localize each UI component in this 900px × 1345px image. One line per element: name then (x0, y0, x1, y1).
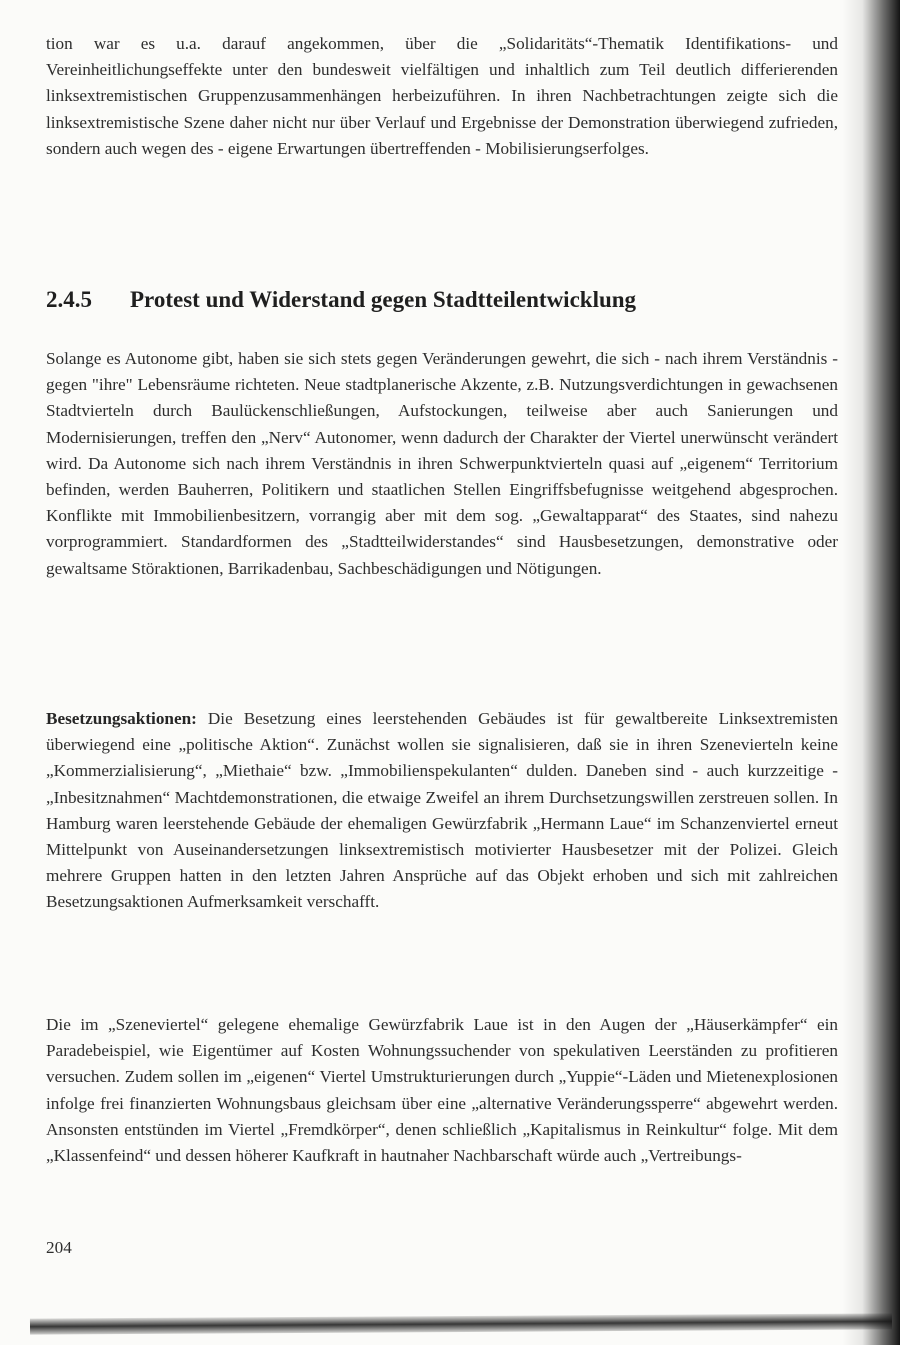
section-heading (46, 287, 838, 313)
paragraph-besetzung (46, 706, 838, 916)
paragraph-besetzung-text: Die Besetzung eines leerstehenden Gebäudes ist für gewaltbereite Linksextremisten überwiegend eine „politische Aktion“. Zunächst wollen sie signalisieren, daß sie in ihren Szenevierteln keine „Kommerzialisierung“, „Miethaie“ bzw. „Immobilienspekulanten“ dulden. Daneben sind - auch kurzzeitige - „Inbesitznahmen“ Machtdemonstrationen, die etwaige Zweifel an ihrem Durchsetzungswillen zerstreuen sollen. In Hamburg waren leerstehende Gebäude der ehemaligen Gewürzfabrik „Hermann Laue“ im Schanzenviertel erneut Mittelpunkt von Auseinandersetzungen linksextremistisch motivierter Hausbesetzer mit der Polizei. Gleich mehrere Gruppen hatten in den letzten Jahren Ansprüche auf das Objekt erhoben und sich mit zahlreichen Besetzungsaktionen Aufmerksamkeit verschafft. (46, 709, 839, 912)
paragraph-stadtteil (46, 346, 838, 582)
paragraph-gewuerzfabrik (46, 1012, 838, 1169)
page-number: 204 (46, 1238, 72, 1257)
paragraph-besetzung-label: Besetzungsaktionen: (46, 709, 197, 728)
paragraph-gewuerzfabrik-text: Die im „Szeneviertel“ gelegene ehemalige Gewürzfabrik Laue ist in den Augen der „Häuserkämpfer“ ein Paradebeispiel, wie Eigentümer auf Kosten Wohnungssuchender von spekulativen Leerständen zu profitieren versuchen. Zudem sollen im „eigenen“ Viertel Umstrukturierungen durch „Yuppie“-Läden und Mietenexplosionen infolge frei finanzierten Wohnungsbaus gleichsam über eine „alternative Veränderungssperre“ abgewehrt werden. Ansonsten entstünden im Viertel „Fremdkörper“, denen schließlich „Kapitalismus in Reinkultur“ folge. Mit dem „Klassenfeind“ und dessen höherer Kaufkraft in hautnaher Nachbarschaft würde auch „Vertreibungs- (46, 1015, 838, 1166)
section-number: 2.4.5 (46, 287, 92, 312)
paragraph-stadtteil-text: Solange es Autonome gibt, haben sie sich stets gegen Veränderungen gewehrt, die sich - nach ihrem Verständnis - gegen "ihre" Lebensräume richteten. Neue stadtplanerische Akzente, z.B. Nutzungsverdichtungen in gewachsenen Stadtvierteln durch Baulückenschließungen, Aufstockungen, teilweise aber auch Sanierungen und Modernisierungen, treffen den „Nerv“ Autonomer, wenn dadurch der Charakter der Viertel unerwünscht verändert wird. Da Autonome sich nach ihrem Verständnis in ihren Schwerpunktvierteln quasi auf „eigenem“ Territorium befinden, werden Bauherren, Politikern und staatlichen Stellen Eingriffsbefugnisse weitgehend abgesprochen. Konflikte mit Immobilienbesitzern, vorrangig aber mit dem sog. „Gewaltapparat“ des Staates, sind nahezu vorprogrammiert. Standardformen des „Stadtteilwiderstandes“ sind Hausbesetzungen, demonstrative oder gewaltsame Störaktionen, Barrikadenbau, Sachbeschädigungen und Nötigungen. (46, 349, 838, 578)
paragraph-intro-text: tion war es u.a. darauf angekommen, über die „Solidaritäts“-Thematik Identifikations- und Vereinheitlichungseffekte unter den bundesweit vielfältigen und inhaltlich zum Teil deutlich differierenden linksextremistischen Gruppenzusammenhängen herbeizuführen. In ihren Nachbetrachtungen zeigte sich die linksextremistische Szene daher nicht nur über Verlauf und Ergebnisse der Demonstration überwiegend zufrieden, sondern auch wegen des - eigene Erwartungen übertreffenden - Mobilisierungserfolges. (46, 34, 838, 158)
scan-edge-rule (30, 1313, 892, 1334)
section-title: Protest und Widerstand gegen Stadtteilentwicklung (130, 287, 637, 312)
paragraph-intro (46, 31, 838, 162)
binding-shadow (842, 0, 900, 1345)
